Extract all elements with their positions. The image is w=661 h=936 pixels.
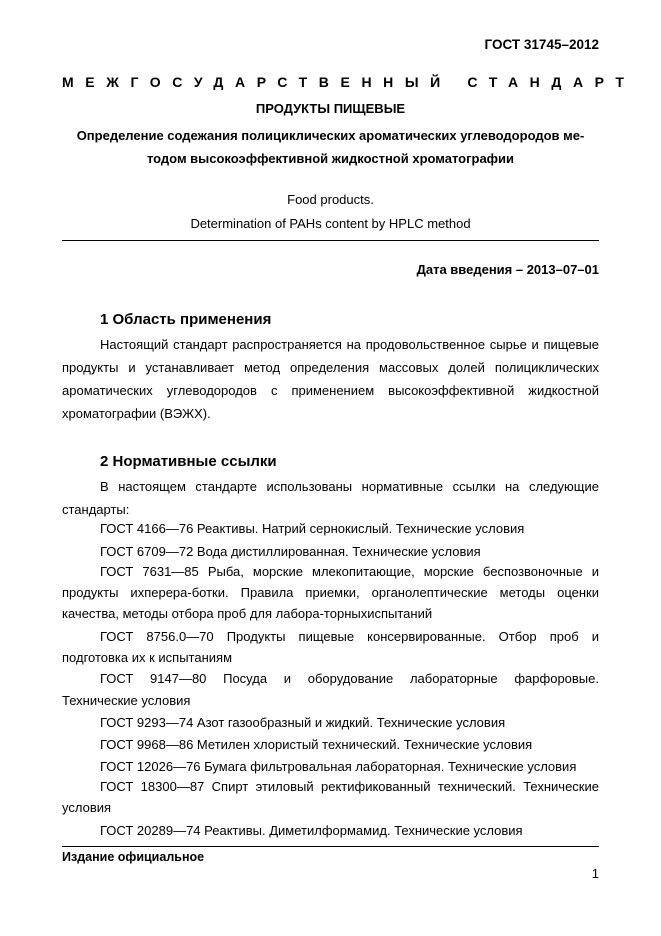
document-subtitle bbox=[62, 124, 599, 170]
edition-label: Издание официальное bbox=[62, 850, 205, 864]
english-title-line-1: Food products. bbox=[287, 192, 374, 207]
ref-item: ГОСТ 7631—85 Рыба, морские млекопитающие, морские беспозвоночные и продукты ихперера-ботки. Правила приемки, органолептические методы оценки качества, методы отбора проб для лабора-торныхиспытаний bbox=[62, 564, 599, 621]
ref-item: ГОСТ 20289—74 Реактивы. Диметилформамид. Технические условия bbox=[100, 823, 523, 838]
page-number: 1 bbox=[591, 866, 599, 881]
ref-item: ГОСТ 9968—86 Метилен хлористый технический. Технические условия bbox=[100, 737, 533, 752]
ref-item: ГОСТ 8756.0—70 Продукты пищевые консервированные. Отбор проб и подготовка их к испытаниям bbox=[62, 629, 599, 665]
footer-divider bbox=[62, 846, 599, 847]
title-divider bbox=[62, 240, 599, 241]
document-title: ПРОДУКТЫ ПИЩЕВЫЕ bbox=[255, 101, 406, 116]
section-2-intro: В настоящем стандарте использованы нормативные ссылки на следующие стандарты: bbox=[62, 479, 599, 517]
english-title-line-2: Determination of PAHs content by HPLC method bbox=[190, 216, 471, 231]
ref-item: ГОСТ 12026—76 Бумага фильтровальная лабораторная. Технические условия bbox=[100, 759, 577, 774]
section-1-heading: 1 Область применения bbox=[100, 311, 272, 328]
intro-date: Дата введения – 2013–07–01 bbox=[416, 262, 599, 277]
interstate-standard-label: МЕЖГОСУДАРСТВЕННЫЙ СТАНДАРТ bbox=[62, 74, 636, 90]
gost-code: ГОСТ 31745–2012 bbox=[484, 37, 599, 52]
ref-item: ГОСТ 18300—87 Спирт этиловый ректификованный технический. Технические условия bbox=[62, 779, 599, 815]
subtitle-line-2: тодом высокоэффективной жидкостной хроматографии bbox=[146, 151, 515, 166]
ref-item: ГОСТ 9147—80 Посуда и оборудование лабораторные фарфоровые. Технические условия bbox=[62, 671, 599, 708]
subtitle-line-1: Определение содежания полициклических ароматических углеводородов ме- bbox=[76, 128, 585, 143]
section-1-text: Настоящий стандарт распространяется на продовольственное сырье и пищевые продукты и устанавливает метод определения массовых долей полициклических ароматических углеводородов с применением высокоэффективной жидкостной хроматографии (ВЭЖХ). bbox=[62, 337, 599, 421]
ref-item: ГОСТ 9293—74 Азот газообразный и жидкий. Технические условия bbox=[100, 715, 506, 730]
ref-item: ГОСТ 6709—72 Вода дистиллированная. Технические условия bbox=[100, 544, 481, 559]
section-2-heading: 2 Нормативные ссылки bbox=[100, 453, 277, 470]
ref-item: ГОСТ 4166—76 Реактивы. Натрий сернокислый. Технические условия bbox=[100, 521, 525, 536]
